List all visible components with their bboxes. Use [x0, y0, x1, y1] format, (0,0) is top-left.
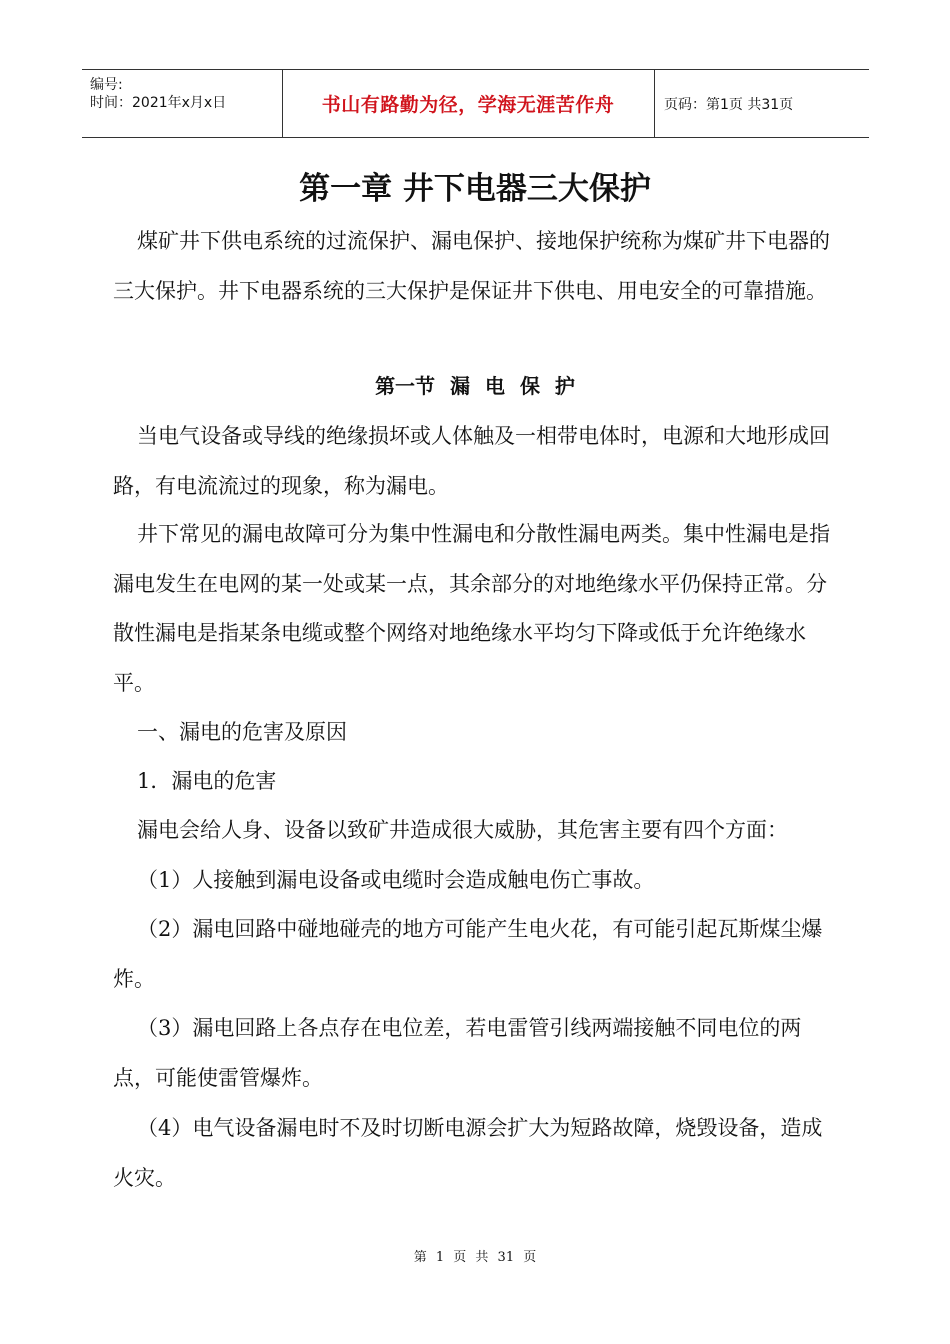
intro-paragraph: 煤矿井下供电系统的过流保护、漏电保护、接地保护统称为煤矿井下电器的三大保护。井下电器系统的三大保护是保证井下供电、用电安全的可靠措施。: [113, 229, 830, 303]
paragraph-types: 井下常见的漏电故障可分为集中性漏电和分散性漏电两类。集中性漏电是指漏电发生在电网的某一处或某一点，其余部分的对地绝缘水平仍保持正常。分散性漏电是指某条电缆或整个网络对地绝缘水平均匀下降或低于允许绝缘水平。: [113, 522, 830, 695]
page-header: [82, 69, 869, 138]
list-item-1: （1）人接触到漏电设备或电缆时会造成触电伤亡事故。: [137, 868, 655, 892]
subheading-hazards-causes: 一、漏电的危害及原因: [137, 720, 347, 744]
subheading-hazards: 1．漏电的危害: [137, 769, 277, 793]
doc-number-label: 编号:: [90, 77, 123, 93]
chapter-title: 第一章 井下电器三大保护: [299, 171, 651, 207]
paragraph-definition: 当电气设备或导线的绝缘损坏或人体触及一相带电体时，电源和大地形成回路，有电流流过的现象，称为漏电。: [113, 424, 830, 498]
motto-text: 书山有路勤为径，学海无涯苦作舟: [321, 94, 615, 116]
list-item-3: （3）漏电回路上各点存在电位差，若电雷管引线两端接触不同电位的两点，可能使雷管爆炸。: [113, 1016, 802, 1090]
header-page-info: [654, 70, 869, 137]
section-heading: 第一节 漏 电 保 护: [375, 374, 575, 398]
paragraph-hazards-intro: 漏电会给人身、设备以致矿井造成很大威胁，其危害主要有四个方面：: [137, 818, 788, 842]
list-item-4: （4）电气设备漏电时不及时切断电源会扩大为短路故障，烧毁设备，造成火灾。: [113, 1116, 823, 1190]
page-footer: 第 1 页 共 31 页: [413, 1250, 537, 1265]
list-item-2: （2）漏电回路中碰地碰壳的地方可能产生电火花，有可能引起瓦斯煤尘爆炸。: [113, 917, 823, 991]
doc-time-label: 时间：2021年x月x日: [90, 95, 227, 111]
header-motto: [282, 70, 655, 137]
header-meta: [82, 70, 283, 137]
page-info-text: 页码：第1页 共31页: [664, 96, 794, 113]
